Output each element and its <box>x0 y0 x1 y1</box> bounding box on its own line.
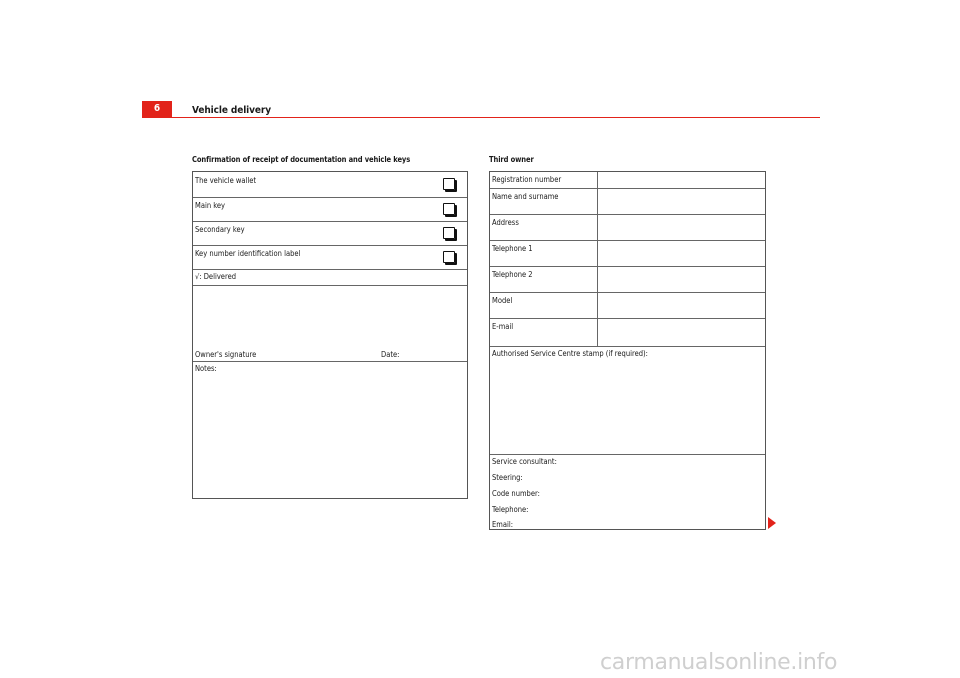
owner-field-row <box>490 172 765 189</box>
continue-arrow-icon <box>768 517 776 529</box>
confirmation-table <box>192 171 468 499</box>
field-label: Address <box>492 218 519 227</box>
checkbox-icon[interactable] <box>443 227 455 239</box>
checklist-label: The vehicle wallet <box>195 176 257 185</box>
checklist-label: Main key <box>195 201 226 210</box>
page-title: Vehicle delivery <box>192 105 272 116</box>
owner-field-row <box>490 214 765 241</box>
checklist-label: Secondary key <box>195 225 245 234</box>
checkbox-icon[interactable] <box>443 178 455 190</box>
consultant-line: Steering: <box>492 473 523 482</box>
checklist-row <box>193 197 467 222</box>
owner-field-row <box>490 266 765 293</box>
field-label: Model <box>492 296 513 305</box>
field-label: Name and surname <box>492 192 559 201</box>
stamp-area <box>490 346 765 455</box>
third-owner-heading: Third owner <box>489 155 534 164</box>
delivered-row <box>193 269 467 286</box>
checklist-row <box>193 172 467 198</box>
consultant-line: Telephone: <box>492 505 529 514</box>
consultant-line: Code number: <box>492 489 540 498</box>
notes-label: Notes: <box>195 364 217 373</box>
checklist-row <box>193 245 467 270</box>
owner-field-row <box>490 240 765 267</box>
consultant-line: Email: <box>492 520 513 529</box>
page-number-badge: 6 <box>142 101 172 117</box>
date-label: Date: <box>381 350 400 359</box>
consultant-line: Service consultant: <box>492 457 557 466</box>
consultant-area <box>490 454 765 529</box>
field-label: Telephone 2 <box>492 270 533 279</box>
header-divider <box>142 117 820 118</box>
notes-area[interactable] <box>193 361 467 498</box>
delivered-note: √: Delivered <box>195 272 237 281</box>
owner-field-row <box>490 292 765 319</box>
field-label: Registration number <box>492 175 562 184</box>
field-label: Telephone 1 <box>492 244 533 253</box>
third-owner-table <box>489 171 766 530</box>
stamp-label: Authorised Service Centre stamp (if required): <box>492 349 648 358</box>
owner-field-row <box>490 318 765 347</box>
checkbox-icon[interactable] <box>443 203 455 215</box>
field-label: E-mail <box>492 322 514 331</box>
checkbox-icon[interactable] <box>443 251 455 263</box>
signature-label: Owner's signature <box>195 350 257 359</box>
watermark: carmanualsonline.info <box>600 650 838 675</box>
confirmation-heading: Confirmation of receipt of documentation and vehicle keys <box>192 155 411 164</box>
checklist-row <box>193 221 467 246</box>
owner-field-row <box>490 188 765 215</box>
signature-row <box>193 285 467 362</box>
checklist-label: Key number identification label <box>195 249 301 258</box>
